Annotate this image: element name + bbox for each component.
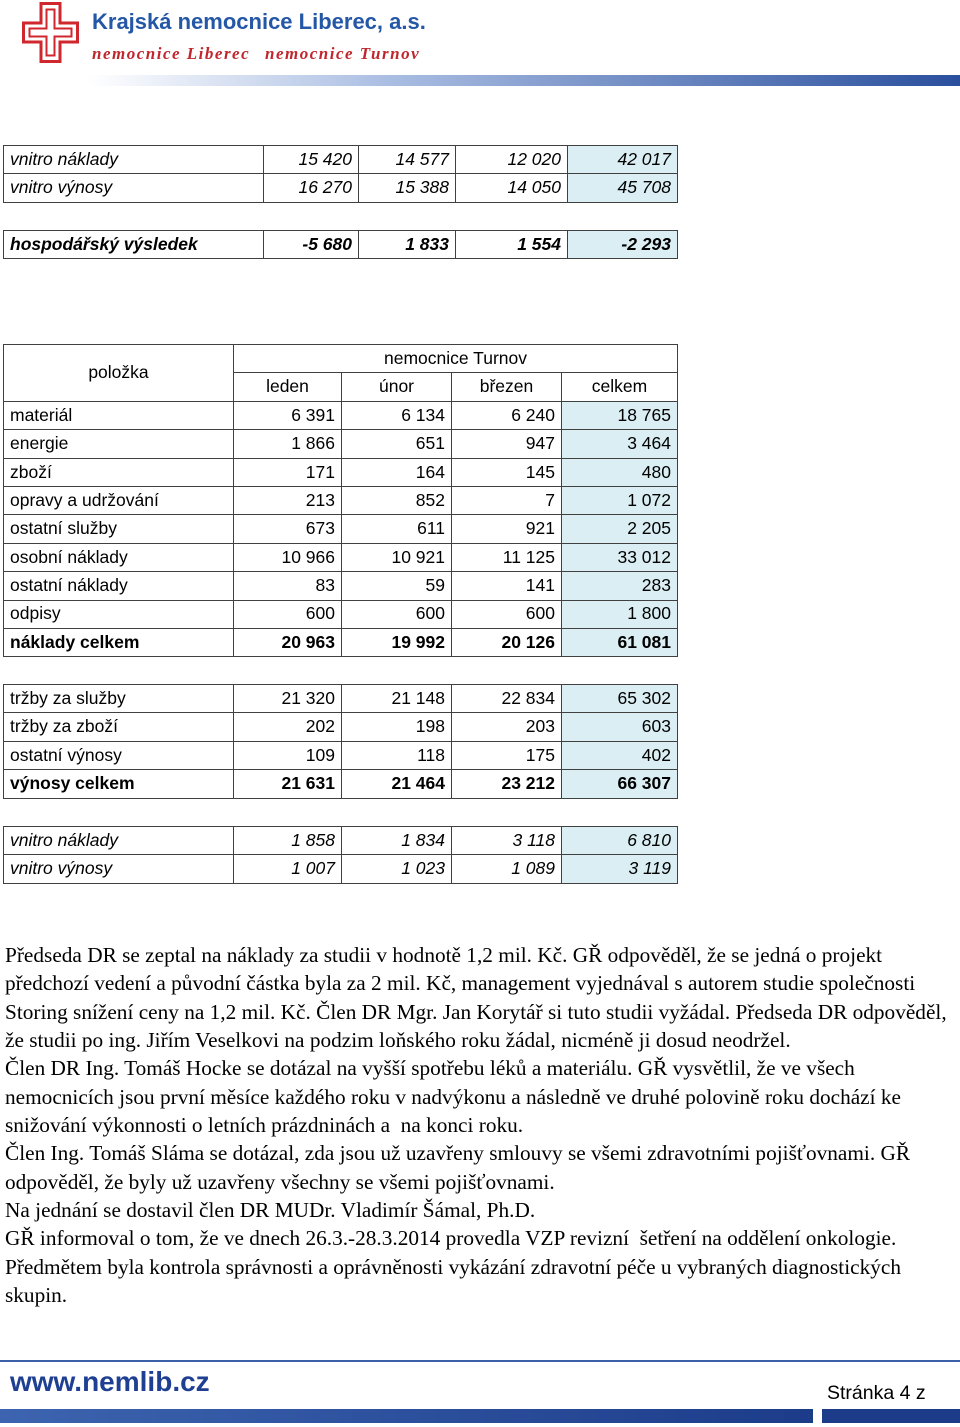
revenue-row-trzby-za-sluzby bbox=[4, 685, 678, 713]
summary-row-vnitro-naklady bbox=[4, 146, 678, 174]
cost-row-odpisy bbox=[4, 600, 678, 628]
text-line: nemocnicích jsou první měsíce každého roku v nadvýkonu a následně ve druhé polovině roku dochází ke bbox=[5, 1084, 901, 1109]
row-label: vnitro výnosy bbox=[4, 174, 264, 202]
brezen-value: 203 bbox=[452, 713, 562, 741]
footer-website-link[interactable]: www.nemlib.cz bbox=[10, 1366, 210, 1397]
row-label: tržby za služby bbox=[4, 685, 234, 713]
text-line: Předmětem byla kontrola správnosti a oprávněnosti vykázání zdravotní péče u vybraných diagnostických bbox=[5, 1254, 901, 1279]
text-line: Člen Ing. Tomáš Sláma se dotázal, zda jsou už uzavřeny smlouvy se všemi zdravotními pojišťovnami. GŘ bbox=[5, 1141, 911, 1166]
unor-value: 21 464 bbox=[342, 770, 452, 798]
leden-value: 83 bbox=[234, 572, 342, 600]
leden-value: 21 631 bbox=[234, 770, 342, 798]
value-cell-1: 15 420 bbox=[264, 146, 359, 174]
red-cross-icon bbox=[22, 2, 79, 63]
brezen-value: 22 834 bbox=[452, 685, 562, 713]
turnov-internal-table bbox=[3, 826, 678, 884]
brezen-value: 3 118 bbox=[452, 827, 562, 855]
value-cell-2: 1 833 bbox=[359, 231, 456, 259]
brezen-value: 600 bbox=[452, 600, 562, 628]
header-divider-bar bbox=[88, 75, 960, 86]
celkem-value: 283 bbox=[562, 572, 678, 600]
celkem-value: 6 810 bbox=[562, 827, 678, 855]
value-cell-3: 1 554 bbox=[456, 231, 568, 259]
row-label: opravy a udržování bbox=[4, 486, 234, 514]
text-line: GŘ informoval o tom, že ve dnech 26.3.-28.3.2014 provedla VZP revizní šetření na oddělení onkologie. bbox=[5, 1226, 897, 1251]
cost-row-material bbox=[4, 401, 678, 429]
revenue-row-ostatni-vynosy bbox=[4, 741, 678, 769]
unor-value: 651 bbox=[342, 430, 452, 458]
cost-row-zbozi bbox=[4, 458, 678, 486]
celkem-value: 402 bbox=[562, 741, 678, 769]
leden-value: 21 320 bbox=[234, 685, 342, 713]
unor-value: 852 bbox=[342, 486, 452, 514]
value-cell-2: 14 577 bbox=[359, 146, 456, 174]
unor-value: 1 834 bbox=[342, 827, 452, 855]
value-cell-3: 12 020 bbox=[456, 146, 568, 174]
hospital-group-header: nemocnice Turnov bbox=[234, 345, 678, 373]
row-label: vnitro náklady bbox=[4, 146, 264, 174]
row-label: ostatní služby bbox=[4, 515, 234, 543]
leden-value: 1 866 bbox=[234, 430, 342, 458]
column-header-unor: únor bbox=[342, 373, 452, 401]
leden-value: 600 bbox=[234, 600, 342, 628]
celkem-value: 33 012 bbox=[562, 543, 678, 571]
value-cell-1: 16 270 bbox=[264, 174, 359, 202]
unor-value: 21 148 bbox=[342, 685, 452, 713]
celkem-value: 66 307 bbox=[562, 770, 678, 798]
revenue-row-vynosy-celkem bbox=[4, 770, 678, 798]
footer-bar-right bbox=[822, 1409, 960, 1423]
row-label: energie bbox=[4, 430, 234, 458]
summary-table-internal bbox=[3, 145, 678, 203]
cost-row-naklady-celkem bbox=[4, 628, 678, 656]
row-label: osobní náklady bbox=[4, 543, 234, 571]
footer-divider-line bbox=[0, 1360, 960, 1362]
leden-value: 202 bbox=[234, 713, 342, 741]
leden-value: 1 858 bbox=[234, 827, 342, 855]
brezen-value: 175 bbox=[452, 741, 562, 769]
revenue-row-trzby-za-zbozi bbox=[4, 713, 678, 741]
turnov-costs-table bbox=[3, 344, 678, 657]
row-label: výnosy celkem bbox=[4, 770, 234, 798]
logo-title: Krajská nemocnice Liberec, a.s. bbox=[92, 9, 426, 34]
leden-value: 20 963 bbox=[234, 628, 342, 656]
leden-value: 673 bbox=[234, 515, 342, 543]
total-value-cell: -2 293 bbox=[568, 231, 678, 259]
column-header-celkem: celkem bbox=[562, 373, 678, 401]
celkem-value: 18 765 bbox=[562, 401, 678, 429]
leden-value: 1 007 bbox=[234, 855, 342, 883]
column-header-leden: leden bbox=[234, 373, 342, 401]
brezen-value: 20 126 bbox=[452, 628, 562, 656]
text-line: Člen DR Ing. Tomáš Hocke se dotázal na vyšší spotřebu léků a materiálu. GŘ vysvětlil, že ve všech bbox=[5, 1056, 855, 1081]
unor-value: 198 bbox=[342, 713, 452, 741]
brezen-value: 7 bbox=[452, 486, 562, 514]
footer-bar-left bbox=[0, 1409, 813, 1423]
logo-subtitle-turnov: nemocnice Turnov bbox=[265, 44, 421, 63]
celkem-value: 480 bbox=[562, 458, 678, 486]
text-line: předchozí vedení a původní částka byla za 2 mil. Kč, management vyjednával s autorem studie společnosti bbox=[5, 971, 916, 996]
cost-row-energie bbox=[4, 430, 678, 458]
text-line: že studii po ing. Jiřím Veselkovi na podzim loňského roku žádal, nicméně ji dosud neodržel. bbox=[5, 1028, 791, 1053]
unor-value: 164 bbox=[342, 458, 452, 486]
leden-value: 10 966 bbox=[234, 543, 342, 571]
turnov-revenues-table bbox=[3, 684, 678, 799]
internal-row-vnitro-naklady bbox=[4, 827, 678, 855]
text-line: odpověděl, že byly už uzavřeny všechny se všemi pojišťovnami. bbox=[5, 1169, 555, 1194]
total-value-cell: 45 708 bbox=[568, 174, 678, 202]
cost-row-osobni-naklady bbox=[4, 543, 678, 571]
unor-value: 10 921 bbox=[342, 543, 452, 571]
celkem-value: 1 800 bbox=[562, 600, 678, 628]
celkem-value: 2 205 bbox=[562, 515, 678, 543]
text-line: snižování výkonnosti o letních prázdninách a na konci roku. bbox=[5, 1113, 524, 1138]
unor-value: 19 992 bbox=[342, 628, 452, 656]
cost-row-ostatni-sluzby bbox=[4, 515, 678, 543]
text-line: Storing snížení ceny na 1,2 mil. Kč. Člen DR Mgr. Jan Korytář si tuto studii vyžádal. Předseda DR odpověděl, bbox=[5, 999, 947, 1024]
brezen-value: 921 bbox=[452, 515, 562, 543]
leden-value: 171 bbox=[234, 458, 342, 486]
leden-value: 213 bbox=[234, 486, 342, 514]
row-label: materiál bbox=[4, 401, 234, 429]
celkem-value: 61 081 bbox=[562, 628, 678, 656]
text-line: Na jednání se dostavil člen DR MUDr. Vladimír Šámal, Ph.D. bbox=[5, 1198, 536, 1223]
celkem-value: 603 bbox=[562, 713, 678, 741]
summary-row-vnitro-vynosy bbox=[4, 174, 678, 202]
value-cell-3: 14 050 bbox=[456, 174, 568, 202]
internal-row-vnitro-vynosy bbox=[4, 855, 678, 883]
celkem-value: 3 464 bbox=[562, 430, 678, 458]
row-label: hospodářský výsledek bbox=[4, 231, 264, 259]
row-label: odpisy bbox=[4, 600, 234, 628]
brezen-value: 1 089 bbox=[452, 855, 562, 883]
row-label: tržby za zboží bbox=[4, 713, 234, 741]
unor-value: 6 134 bbox=[342, 401, 452, 429]
text-line: Předseda DR se zeptal na náklady za studii v hodnotě 1,2 mil. Kč. GŘ odpověděl, že se jedná o projekt bbox=[5, 943, 883, 967]
column-header-brezen: březen bbox=[452, 373, 562, 401]
brezen-value: 947 bbox=[452, 430, 562, 458]
celkem-value: 1 072 bbox=[562, 486, 678, 514]
brezen-value: 141 bbox=[452, 572, 562, 600]
row-label: náklady celkem bbox=[4, 628, 234, 656]
item-column-header: položka bbox=[4, 345, 234, 402]
row-label: ostatní náklady bbox=[4, 572, 234, 600]
value-cell-2: 15 388 bbox=[359, 174, 456, 202]
total-value-cell: 42 017 bbox=[568, 146, 678, 174]
page-number-label: Stránka 4 z bbox=[827, 1382, 926, 1404]
value-cell-1: -5 680 bbox=[264, 231, 359, 259]
minutes-paragraph bbox=[5, 941, 960, 1309]
brezen-value: 145 bbox=[452, 458, 562, 486]
header-row-group bbox=[4, 345, 678, 373]
brezen-value: 6 240 bbox=[452, 401, 562, 429]
summary-table-result bbox=[3, 230, 678, 259]
brezen-value: 11 125 bbox=[452, 543, 562, 571]
celkem-value: 3 119 bbox=[562, 855, 678, 883]
unor-value: 600 bbox=[342, 600, 452, 628]
cost-row-ostatni-naklady bbox=[4, 572, 678, 600]
celkem-value: 65 302 bbox=[562, 685, 678, 713]
text-line: skupin. bbox=[5, 1283, 68, 1308]
unor-value: 59 bbox=[342, 572, 452, 600]
logo-subtitle-liberec: nemocnice Liberec bbox=[92, 44, 251, 63]
row-label: zboží bbox=[4, 458, 234, 486]
row-label: vnitro výnosy bbox=[4, 855, 234, 883]
unor-value: 118 bbox=[342, 741, 452, 769]
unor-value: 1 023 bbox=[342, 855, 452, 883]
row-label: vnitro náklady bbox=[4, 827, 234, 855]
brezen-value: 23 212 bbox=[452, 770, 562, 798]
cost-row-opravy-a-udrzovani bbox=[4, 486, 678, 514]
summary-row-hospodarsky-vysledek bbox=[4, 231, 678, 259]
leden-value: 6 391 bbox=[234, 401, 342, 429]
leden-value: 109 bbox=[234, 741, 342, 769]
row-label: ostatní výnosy bbox=[4, 741, 234, 769]
unor-value: 611 bbox=[342, 515, 452, 543]
